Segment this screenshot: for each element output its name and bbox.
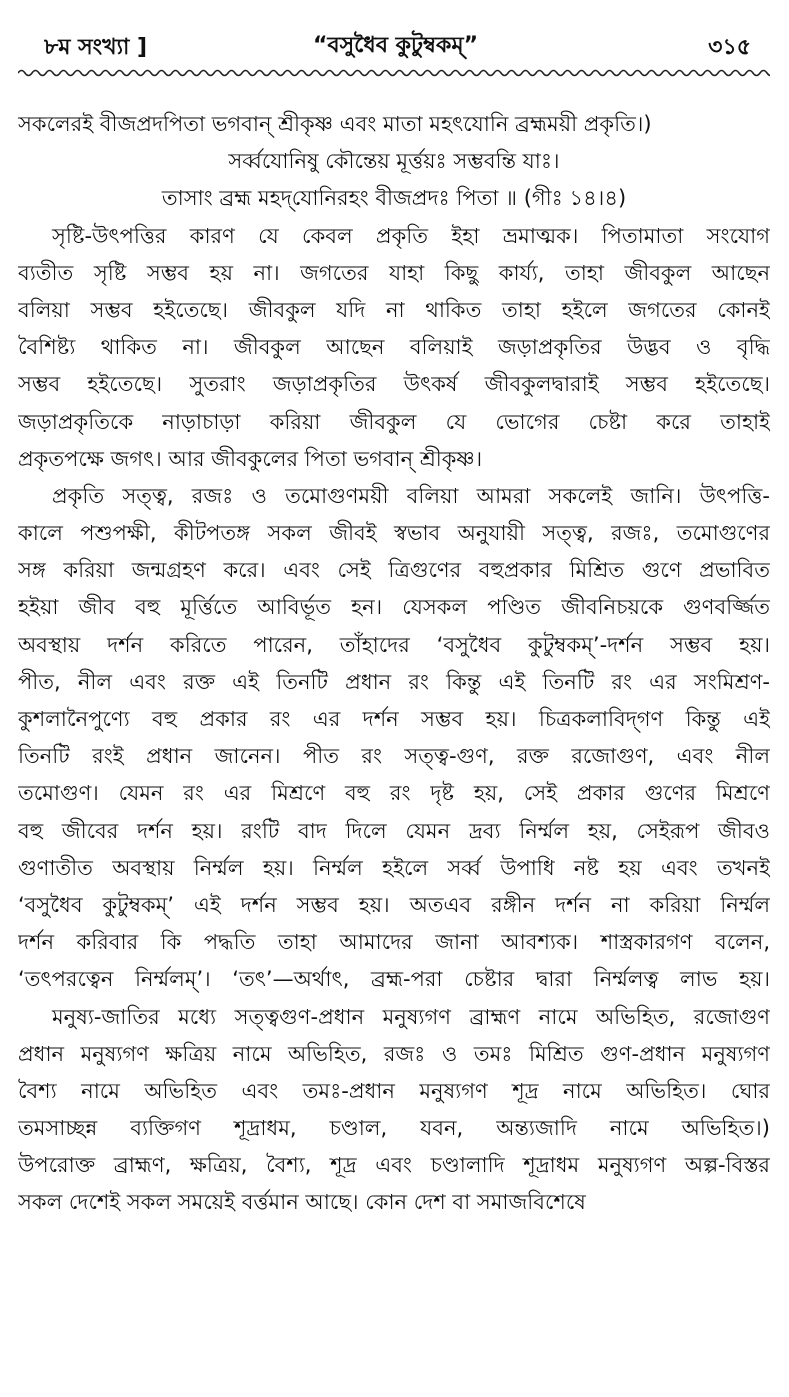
- text-line: বৈশিষ্ট্য থাকিত না। জীবকুল আছেন বলিয়াই জড়াপ্রকৃতির উদ্ভব ও বৃদ্ধি: [18, 335, 770, 360]
- text-line: গুণাতীত অবস্থায় নির্ম্মল হয়। নির্ম্মল হইলে সর্ব্ব উপাধি নষ্ট হয় এবং তখনই: [18, 855, 770, 880]
- wavy-divider: [18, 66, 770, 80]
- text-line: সকল দেশেই সকল সময়েই বর্ত্তমান আছে। কোন দেশ বা সমাজবিশেষে: [18, 1190, 586, 1215]
- text-line: অবস্থায় দর্শন করিতে পারেন, তাঁহাদের ‘বসুধৈব কুটুম্বকম্’-দর্শন সম্ভব হয়।: [18, 632, 770, 657]
- text-line: উপরোক্ত ব্রাহ্মণ, ক্ষত্রিয়, বৈশ্য, শূদ্র এবং চণ্ডালাদি শূদ্রাধম মনুষ্যগণ অল্প-বিস্তর: [18, 1153, 770, 1178]
- text-line: জড়াপ্রকৃতিকে নাড়াচাড়া করিয়া জীবকুল যে ভোগের চেষ্টা করে তাহাই: [18, 409, 770, 434]
- text-line: ব্যতীত সৃষ্টি সম্ভব হয় না। জগতের যাহা কিছু কার্য্য, তাহা জীবকুল আছেন: [18, 260, 770, 285]
- text-line: তমোগুণ। যেমন রং এর মিশ্রণে বহু রং দৃষ্ট হয়, সেই প্রকার গুণের মিশ্রণে: [18, 781, 770, 806]
- text-line: পীত, নীল এবং রক্ত এই তিনটি প্রধান রং কিন্তু এই তিনটি রং এর সংমিশ্রণ-: [18, 669, 770, 694]
- running-title: “বসুধৈব কুটুম্বকম্”: [312, 33, 479, 58]
- page-header: [30, 22, 761, 66]
- text-line: সম্ভব হইতেছে। সুতরাং জড়াপ্রকৃতির উৎকর্ষ জীবকুলদ্বারাই সম্ভব হইতেছে।: [18, 372, 770, 397]
- issue-number: ৮ম সংখ্যা ]: [44, 35, 148, 60]
- text-line: ‘তৎপরত্বেন নির্ম্মলম্’। ‘তৎ’—অর্থাৎ, ব্রহ্ম-পরা চেষ্টার দ্বারা নির্ম্মলত্ব লাভ হয়।: [18, 967, 770, 992]
- page-number: ৩১৫: [708, 35, 751, 60]
- text-line: প্রধান মনুষ্যগণ ক্ষত্রিয় নামে অভিহিত, রজঃ ও তমঃ মিশ্রিত গুণ-প্রধান মনুষ্যগণ: [18, 1041, 770, 1066]
- text-line: বলিয়া সম্ভব হইতেছে। জীবকুল যদি না থাকিত তাহা হইলে জগতের কোনই: [18, 297, 770, 322]
- text-line: কুশলানৈপুণ্যে বহু প্রকার রং এর দর্শন সম্ভব হয়। চিত্রকলাবিদ্‌গণ কিন্তু এই: [18, 707, 770, 731]
- text-line: দর্শন করিবার কি পদ্ধতি তাহা আমাদের জানা আবশ্যক। শাস্ত্রকারগণ বলেন,: [18, 930, 770, 955]
- text-line: ‘বসুধৈব কুটুম্বকম্’ এই দর্শন সম্ভব হয়। অতএব রঙ্গীন দর্শন না করিয়া নির্ম্মল: [18, 892, 770, 917]
- text-line: সঙ্গ করিয়া জন্মগ্রহণ করে। এবং সেই ত্রিগুণের বহুপ্রকার মিশ্রিত গুণে প্রভাবিত: [18, 558, 770, 583]
- text-line: বহু জীবের দর্শন হয়। রংটি বাদ দিলে যেমন দ্রব্য নির্ম্মল হয়, সেইরূপ জীবও: [18, 818, 770, 843]
- text-line: বৈশ্য নামে অভিহিত এবং তমঃ-প্রধান মনুষ্যগণ শূদ্র নামে অভিহিত। ঘোর: [18, 1078, 770, 1103]
- text-line: মনুষ্য-জাতির মধ্যে সত্ত্বগুণ-প্রধান মনুষ্যগণ ব্রাহ্মণ নামে অভিহিত, রজোগুণ: [52, 1004, 770, 1029]
- text-line: প্রকৃতপক্ষে জগৎ। আর জীবকুলের পিতা ভগবান্ শ্রীকৃষ্ণ।: [18, 446, 483, 471]
- text-line: তমসাচ্ছন্ন ব্যক্তিগণ শূদ্রাধম, চণ্ডাল, যবন, অন্ত্যজাদি নামে অভিহিত।): [18, 1116, 770, 1141]
- verse-line: তাসাং ব্রহ্ম মহদ্‌যোনিরহং বীজপ্রদঃ পিতা ॥ (গীঃ ১৪।৪): [161, 186, 627, 211]
- text-line: কালে পশুপক্ষী, কীটপতঙ্গ সকল জীবই স্বভাব অনুযায়ী সত্ত্ব, রজঃ, তমোগুণের: [18, 521, 770, 546]
- text-line: তিনটি রংই প্রধান জানেন। পীত রং সত্ত্ব-গুণ, রক্ত রজোগুণ, এবং নীল: [18, 744, 770, 769]
- text-line: সৃষ্টি-উৎপত্তির কারণ যে কেবল প্রকৃতি ইহা ভ্রমাত্মক। পিতামাতা সংযোগ: [52, 223, 770, 248]
- text-line: সকলেরই বীজপ্রদপিতা ভগবান্ শ্রীকৃষ্ণ এবং মাতা মহৎযোনি ব্রহ্মময়ী প্রকৃতি।): [18, 112, 652, 136]
- body-text: [18, 106, 770, 1222]
- text-line: হইয়া জীব বহু মূর্ত্তিতে আবির্ভূত হন। যেসকল পণ্ডিত জীবনিচয়কে গুণবর্জ্জিত: [18, 595, 770, 620]
- verse-line: সর্ব্বযোনিষু কৌন্তেয় মূর্ত্তয়ঃ সম্ভবন্তি যাঃ।: [228, 149, 560, 174]
- text-line: প্রকৃতি সত্ত্ব, রজঃ ও তমোগুণময়ী বলিয়া আমরা সকলেই জানি। উৎপত্তি-: [52, 483, 770, 508]
